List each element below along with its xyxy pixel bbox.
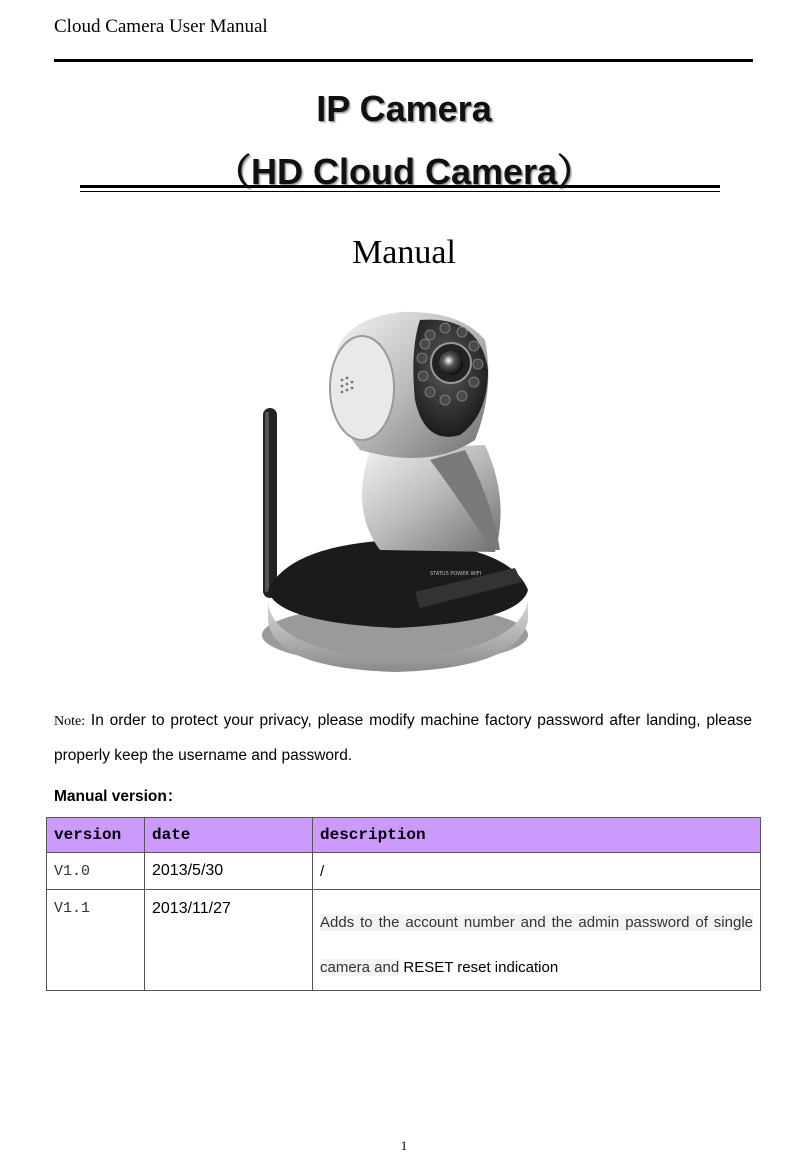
document-title: IP Camera: [316, 88, 492, 129]
camera-base: [262, 540, 528, 672]
date-cell: 2013/5/30: [145, 853, 313, 890]
version-cell: V1.0: [47, 853, 145, 890]
page-number: 1: [400, 1138, 408, 1153]
privacy-note: [54, 704, 752, 773]
description-text-reset: RESET reset indication: [399, 959, 559, 976]
note-text: In order to protect your privacy, please modify machine factory password after landing, please properly keep the username and password.: [54, 712, 752, 764]
camera-neck: [362, 445, 501, 552]
camera-lens-icon: [439, 351, 463, 375]
note-label: Note:: [54, 714, 86, 729]
description-cell: /: [313, 853, 761, 890]
description-cell: [313, 890, 761, 991]
manual-heading: Manual: [352, 234, 456, 271]
date-cell: 2013/11/27: [145, 890, 313, 991]
running-header: Cloud Camera User Manual: [54, 16, 268, 37]
document-subtitle: （HD Cloud Camera）: [214, 151, 594, 192]
camera-head: [330, 312, 488, 458]
title-rule-thick: [80, 185, 720, 188]
header-date: date: [145, 818, 313, 853]
version-cell: V1.1: [47, 890, 145, 991]
header-description: description: [313, 818, 761, 853]
table-header-row: [47, 818, 761, 853]
svg-text:STATUS POWER WIFI: STATUS POWER WIFI: [430, 571, 482, 577]
antenna-icon: [263, 408, 277, 598]
title-rule-thin: [80, 191, 720, 192]
version-history-table: [46, 817, 761, 991]
manual-version-heading: Manual version：: [54, 788, 183, 805]
header-version: version: [47, 818, 145, 853]
description-text: Adds to the account number and the admin password of single camera and: [320, 914, 753, 976]
table-row: [47, 853, 761, 890]
table-row: [47, 890, 761, 991]
header-rule: [54, 59, 753, 62]
ip-camera-product-photo: [230, 300, 570, 680]
